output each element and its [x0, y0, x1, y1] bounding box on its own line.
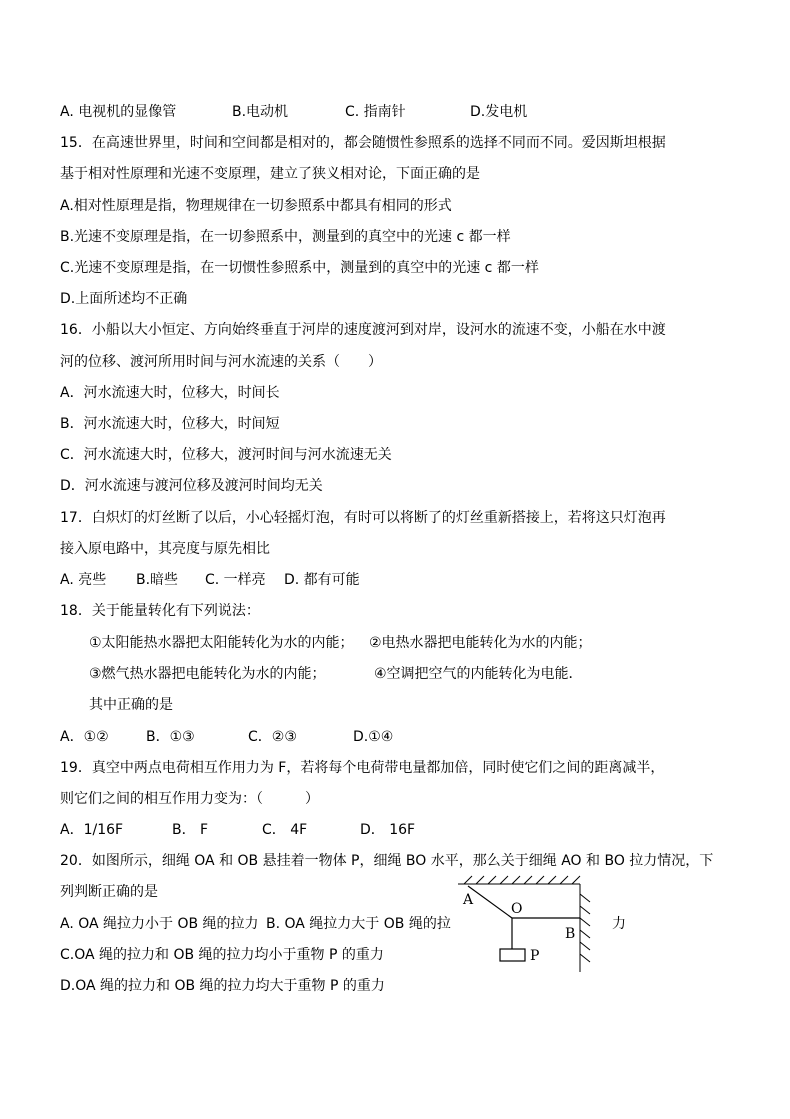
q17-stem-line2: 接入原电路中，其亮度与原先相比	[60, 541, 270, 557]
q17-stem-line1: 17．白炽灯的灯丝断了以后，小心轻摇灯泡，有时可以将断了的灯丝重新搭接上，若将这只灯泡再	[60, 510, 666, 526]
wall-hatch	[580, 884, 590, 972]
q19-option-b: B． F	[172, 822, 209, 838]
label-p: P	[530, 948, 540, 964]
q16-option-b: B．河水流速大时，位移大，时间短	[60, 416, 280, 432]
q19-stem-line2: 则它们之间的相互作用力变为：（ ）	[60, 791, 319, 807]
q16-option-a: A．河水流速大时，位移大，时间长	[60, 385, 280, 401]
q18-option-a: A．①②	[60, 729, 109, 745]
q18-stem: 18．关于能量转化有下列说法：	[60, 603, 260, 619]
q20-option-b-tail: 力	[612, 916, 626, 932]
q16-stem-line2: 河的位移、渡河所用时间与河水流速的关系（ ）	[60, 354, 382, 370]
q14-option-a: A. 电视机的显像管	[60, 104, 177, 120]
q17-option-a: A. 亮些	[60, 572, 107, 588]
q20-option-c: C.OA 绳的拉力和 OB 绳的拉力均小于重物 P 的重力	[60, 947, 384, 963]
q17-option-d: D. 都有可能	[284, 572, 360, 588]
weight-p	[500, 949, 525, 961]
q15-option-a: A.相对性原理是指，物理规律在一切参照系中都具有相同的形式	[60, 198, 452, 214]
q18-statement-2: ②电热水器把电能转化为水的内能；	[369, 635, 592, 651]
q19-option-c: C． 4F	[262, 822, 308, 838]
q20-stem-line2: 列判断正确的是	[60, 884, 158, 900]
q16-stem-line1: 16．小船以大小恒定、方向始终垂直于河岸的速度渡河到对岸，设河水的流速不变，小船在水中渡	[60, 322, 666, 338]
q15-option-d: D.上面所述均不正确	[60, 291, 188, 307]
label-a: A	[463, 892, 474, 908]
q18-option-c: C．②③	[248, 729, 297, 745]
q17-option-b: B.暗些	[136, 572, 179, 588]
q20-option-a: A. OA 绳拉力小于 OB 绳的拉力	[60, 916, 259, 932]
q19-option-a: A．1/16F	[60, 822, 124, 838]
q16-option-d: D．河水流速与渡河位移及渡河时间均无关	[60, 478, 323, 494]
q17-option-c: C. 一样亮	[205, 572, 266, 588]
q18-option-b: B．①③	[146, 729, 195, 745]
q19-stem-line1: 19．真空中两点电荷相互作用力为 F，若将每个电荷带电量都加倍，同时使它们之间的距离减半，	[60, 760, 665, 776]
q18-statement-4: ④空调把空气的内能转化为电能．	[374, 666, 583, 682]
q18-statement-1: ①太阳能热水器把太阳能转化为水的内能；	[89, 635, 354, 651]
q20-option-d: D.OA 绳的拉力和 OB 绳的拉力均大于重物 P 的重力	[60, 978, 385, 994]
q14-option-d: D.发电机	[470, 104, 528, 120]
q16-option-c: C．河水流速大时，位移大，渡河时间与河水流速无关	[60, 447, 392, 463]
label-o: O	[511, 901, 523, 917]
q19-option-d: D． 16F	[360, 822, 416, 838]
rope-diagram	[452, 874, 602, 974]
q15-option-c: C.光速不变原理是指，在一切惯性参照系中，测量到的真空中的光速 c 都一样	[60, 260, 539, 276]
q14-option-c: C. 指南针	[345, 104, 406, 120]
q15-stem-line1: 15．在高速世界里，时间和空间都是相对的，都会随惯性参照系的选择不同而不同。爱因斯坦根据	[60, 135, 666, 151]
q20-option-b: B. OA 绳拉力大于 OB 绳的拉	[266, 916, 451, 932]
q18-option-d: D.①④	[353, 729, 394, 745]
ceiling-hatch	[458, 876, 580, 884]
q20-stem-line1: 20．如图所示，细绳 OA 和 OB 悬挂着一物体 P，细绳 BO 水平，那么关于细绳 AO 和 BO 拉力情况，下	[60, 853, 714, 869]
q18-which: 其中正确的是	[89, 697, 173, 713]
q14-option-b: B.电动机	[232, 104, 289, 120]
q18-statement-3: ③燃气热水器把电能转化为水的内能；	[89, 666, 326, 682]
q15-option-b: B.光速不变原理是指，在一切参照系中，测量到的真空中的光速 c 都一样	[60, 229, 511, 245]
rope-oa	[468, 886, 512, 918]
label-b: B	[565, 926, 576, 942]
q15-stem-line2: 基于相对性原理和光速不变原理，建立了狭义相对论，下面正确的是	[60, 166, 480, 182]
